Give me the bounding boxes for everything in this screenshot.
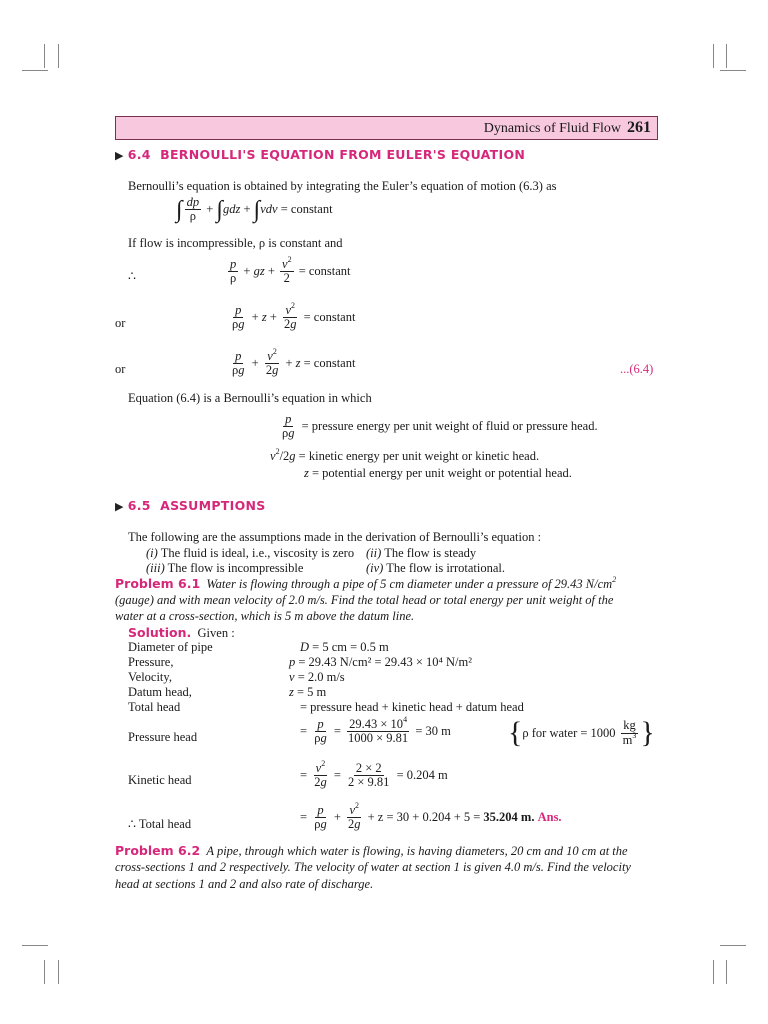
given-name: Total head [128, 700, 181, 714]
given-value: D = 5 cm = 0.5 m [300, 640, 389, 654]
section-heading-6-5: ▶ 6.5 ASSUMPTIONS [115, 498, 266, 513]
problem-6-1-line1: Problem 6.1 Water is flowing through a pipe of 5 cm diameter under a pressure of 29.43 $N/cm^2$ [115, 575, 617, 591]
total-head-label: ∴ Total head [128, 817, 192, 831]
crop-mark [720, 945, 746, 946]
running-header [115, 116, 658, 140]
intro-paragraph: Bernoulli’s equation is obtained by integrating the Euler’s equation of motion (6.3) as [128, 179, 557, 193]
section-number: 6.5 [127, 498, 151, 513]
given-name: Diameter of pipe [128, 640, 213, 654]
total-head-result: 35.204 m. [483, 810, 535, 825]
def-pressure-head: $\frac{p}{\rho g}$ = pressure energy per unit weight of fluid or pressure head. [282, 412, 598, 441]
total-head-expression: + z = 30 + 0.204 + 5 = [367, 810, 481, 825]
incompressible-text: If flow is incompressible, ρ is constant and [128, 236, 343, 250]
page-number: 261 [627, 119, 651, 136]
assumption-item: (iv) The flow is irrotational. [366, 561, 505, 575]
problem-6-1-line3: water at a cross-section, which is 5 m above the datum line. [115, 609, 415, 623]
water-density-note: { ρ for water = 1000 $\frac{kg}{m^3}$ } [508, 716, 655, 749]
solution-label: Solution. [128, 625, 192, 640]
crop-mark [713, 960, 714, 984]
section-number: 6.4 [127, 147, 151, 162]
crop-mark [58, 960, 59, 984]
crop-mark [44, 44, 45, 68]
answer-marker: Ans. [537, 810, 562, 825]
problem-label: Problem 6.1 [115, 576, 201, 591]
given-name: Datum head, [128, 685, 192, 699]
section-title: BERNOULLI'S EQUATION FROM EULER'S EQUATION [160, 147, 526, 162]
problem-6-2-line2: cross-sections 1 and 2 respectively. The velocity of water at section 1 is given 4.0 m/s. Find the velocity [115, 860, 631, 874]
given-value: v = 2.0 m/s [289, 670, 345, 684]
crop-mark [720, 70, 746, 71]
assumptions-intro: The following are the assumptions made in the derivation of Bernoulli’s equation : [128, 530, 542, 544]
def-kinetic-text: = kinetic energy per unit weight or kinetic head. [298, 449, 540, 463]
given-value: p = 29.43 N/cm² = 29.43 × 10⁴ N/m² [289, 655, 472, 669]
crop-mark [726, 960, 727, 984]
crop-mark [58, 44, 59, 68]
therefore-symbol: ∴ [128, 269, 136, 283]
assumption-item: (iii) The flow is incompressible [146, 561, 304, 575]
equation-rhs: = constant [280, 202, 333, 217]
given-value: z = 5 m [289, 685, 327, 699]
def-kinetic-head: $v^2/2g$ = kinetic energy per unit weight or kinetic head. [270, 447, 540, 463]
chapter-title: Dynamics of Fluid Flow [483, 121, 621, 136]
kinetic-head-label: Kinetic head [128, 773, 192, 787]
problem-label: Problem 6.2 [115, 843, 201, 858]
bernoulli-text: Equation (6.4) is a Bernoulli’s equation in which [128, 391, 372, 405]
problem-6-1-line2: (gauge) and with mean velocity of 2.0 m/s. Find the total head or total energy per unit weight of the [115, 593, 614, 607]
def-potential-head: z = potential energy per unit weight or potential head. [304, 466, 572, 480]
equation-energy: $\frac{p}{\rho}$ + gz + $\frac{v^2}{2}$ = constant [230, 255, 351, 286]
equation-head: $\frac{p}{\rho g}$ + z + $\frac{v^2}{2g}$ = constant [232, 301, 356, 332]
given-value: = pressure head + kinetic head + datum head [300, 700, 524, 714]
equation-integral: ∫ $\frac{dp}{\rho}$ + ∫ gdz + ∫ vdv = constant [176, 195, 333, 224]
equation-6-4: $\frac{p}{\rho g}$ + $\frac{v^2}{2g}$ + z = constant [232, 347, 356, 378]
crop-mark [22, 945, 48, 946]
crop-mark [726, 44, 727, 68]
given-name: Pressure, [128, 655, 174, 669]
pressure-head-label: Pressure head [128, 730, 198, 744]
given-label: Given : [197, 626, 235, 640]
crop-mark [44, 960, 45, 984]
kinetic-head-result: = 0.204 m [396, 768, 448, 783]
or-label: or [115, 362, 126, 376]
assumption-item: (ii) The flow is steady [366, 546, 477, 560]
total-head-equation: = $\frac{p}{\rho g}$ + $\frac{v^2}{2g}$ + z = 30 + 0.204 + 5 = 35.204 m. Ans. [300, 801, 562, 832]
kinetic-head-equation: = $\frac{v^2}{2g}$ = $\frac{2 \times 2}{2 \times 9.81}$ = 0.204 m [300, 759, 448, 790]
crop-mark [22, 70, 48, 71]
pressure-head-result: = 30 m [415, 724, 451, 739]
problem-6-2-line1: Problem 6.2 A pipe, through which water is flowing, is having diameters, 20 cm and 10 cm at the [115, 843, 628, 858]
def-potential-text: = potential energy per unit weight or potential head. [312, 466, 572, 480]
pressure-head-equation: = $\frac{p}{\rho g}$ = $\frac{29.43 \times 10^4}{1000 \times 9.81}$ = 30 m [300, 715, 451, 746]
assumption-item: (i) The fluid is ideal, i.e., viscosity is zero [146, 546, 355, 560]
rho-note-text: ρ for water = 1000 [522, 725, 616, 740]
section-title: ASSUMPTIONS [160, 498, 266, 513]
equation-number: ...(6.4) [620, 362, 654, 376]
or-label: or [115, 316, 126, 330]
given-name: Velocity, [128, 670, 172, 684]
solution-heading [128, 625, 235, 641]
section-heading-6-4: ▶ 6.4 BERNOULLI'S EQUATION FROM EULER'S EQUATION [115, 147, 526, 162]
crop-mark [713, 44, 714, 68]
problem-6-2-line3: head at sections 1 and 2 and also rate of discharge. [115, 877, 374, 891]
def-pressure-text: = pressure energy per unit weight of fluid or pressure head. [301, 419, 598, 434]
